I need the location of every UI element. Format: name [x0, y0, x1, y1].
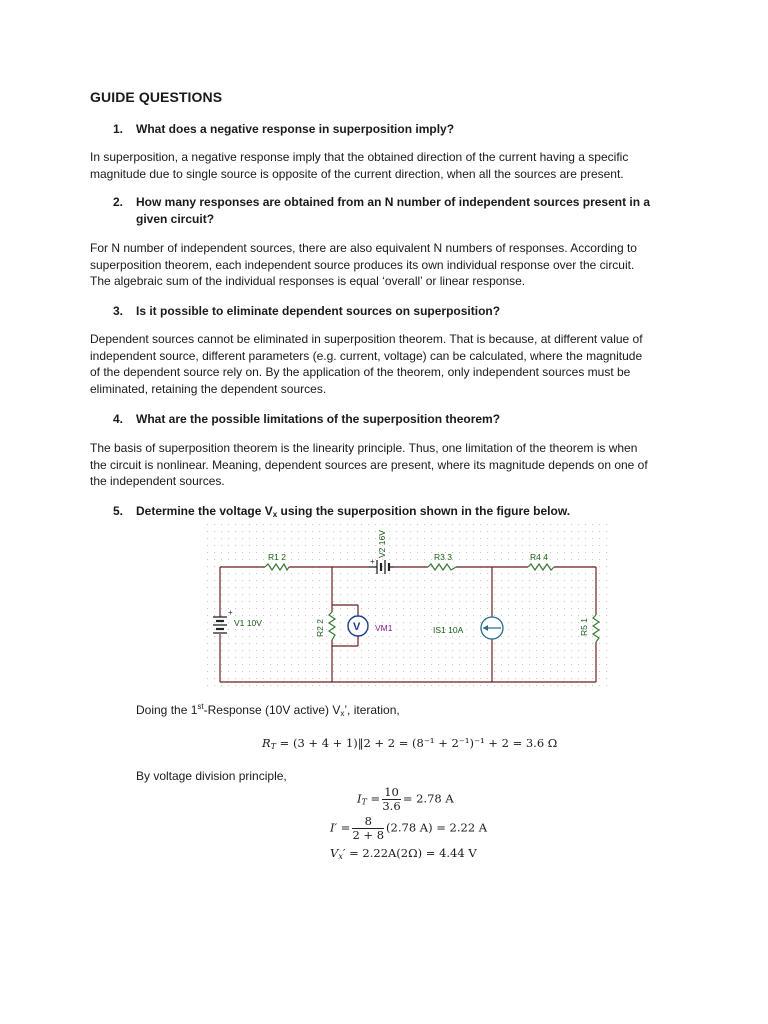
question-text-part: using the superposition shown in the figure below.: [277, 504, 571, 518]
denominator: 2 + 8: [352, 828, 385, 842]
math-expression: = 2.78 A: [402, 791, 454, 806]
subscript: x: [340, 709, 345, 718]
answer-3: [90, 331, 678, 397]
label-plus-v1: +: [228, 608, 233, 617]
grid-background: [205, 522, 611, 692]
label-v1: V1 10V: [234, 618, 262, 628]
math-symbol: I: [357, 791, 362, 806]
question-text: Is it possible to eliminate dependent sources on superposition?: [136, 304, 501, 318]
subscript: x: [272, 510, 278, 519]
equation-iprime: [330, 815, 487, 842]
first-response-text: [136, 702, 400, 718]
prime-mark: ′: [342, 846, 346, 860]
answer-line: For N number of independent sources, there are also equivalent N numbers of responses. According to: [90, 241, 637, 255]
fraction: [382, 786, 401, 813]
denominator: 3.6: [382, 799, 401, 813]
text-part: ’, iteration,: [344, 703, 400, 717]
voltage-division-text: By voltage division principle,: [136, 769, 287, 783]
question-text: [136, 503, 681, 523]
numerator: 10: [384, 785, 399, 799]
math-symbol: I′ =: [330, 820, 351, 835]
label-r3: R3 3: [434, 552, 452, 562]
circuit-diagram: [205, 522, 611, 692]
question-line: How many responses are obtained from an N number of independent sources present in a: [136, 195, 651, 209]
question-text-part: Determine the voltage V: [136, 504, 273, 518]
answer-line: the independent sources.: [90, 474, 225, 488]
math-operator: =: [370, 791, 381, 806]
answer-line: independent source, different parameters (e.g. current, voltage) can be calculated, where the magnitude: [90, 348, 643, 363]
question-number: 2.: [113, 195, 124, 209]
answer-line: the circuit is nonlinear. Meaning, dependent sources are present, where its magnitude depends on one of: [90, 457, 648, 472]
equation-vx: [330, 846, 477, 861]
math-symbol: R: [262, 736, 271, 750]
page-heading: GUIDE QUESTIONS: [90, 89, 223, 105]
label-is1: IS1 10A: [433, 625, 464, 635]
answer-line: of the dependent source rely on. By the application of the theorem, only independent sources must be: [90, 365, 631, 379]
subscript: T: [361, 797, 367, 807]
answer-1: [90, 149, 678, 182]
question-text: What does a negative response in superposition imply?: [136, 122, 455, 136]
label-v2: V2 16V: [377, 530, 387, 558]
question-number: 3.: [113, 304, 124, 318]
math-expression: (2.78 A) = 2.22 A: [386, 820, 488, 835]
fraction: [352, 815, 384, 842]
numerator: 8: [352, 815, 384, 829]
equation-it: [357, 786, 454, 813]
answer-line: The basis of superposition theorem is the linearity principle. Thus, one limitation of the theorem is when: [90, 441, 638, 455]
label-r2: R2 2: [315, 619, 325, 637]
question-number: 1.: [113, 122, 124, 136]
math-expression: = (3 + 4 + 1)‖2 + 2 = (8⁻¹ + 2⁻¹)⁻¹ + 2 = 3.6 Ω: [279, 736, 558, 750]
answer-line: eliminated, retaining the dependent sources.: [90, 381, 327, 396]
answer-line: The algebraic sum of the individual responses is equal ‘overall’ or linear response.: [90, 274, 526, 288]
subscript: x: [338, 852, 343, 861]
equation-rt: [262, 736, 557, 751]
superscript: st: [197, 702, 204, 711]
answer-line: In superposition, a negative response imply that the obtained direction of the current having a specific: [90, 150, 629, 164]
label-r1: R1 2: [268, 552, 286, 562]
current-source-icon: [481, 617, 503, 639]
answer-line: magnitude due to single source is opposite of the current direction, when all the sources are present.: [90, 166, 624, 181]
label-r5: R5 1: [579, 618, 589, 636]
math-expression: = 2.22A(2Ω) = 4.44 V: [349, 846, 477, 860]
answer-line: Dependent sources cannot be eliminated in superposition theorem. That is because, at different value of: [90, 332, 643, 346]
text-part: Doing the 1: [136, 703, 198, 717]
label-vm1: VM1: [375, 623, 393, 633]
math-symbol: V: [330, 846, 339, 860]
answer-line: superposition theorem, each independent source produces its own individual response over the circuit.: [90, 257, 635, 272]
label-r4: R4 4: [530, 552, 548, 562]
question-line: given circuit?: [136, 212, 215, 226]
question-number: 5.: [113, 504, 124, 518]
question-number: 4.: [113, 412, 124, 426]
answer-4: [90, 440, 678, 490]
subscript: T: [270, 742, 277, 751]
question-text: What are the possible limitations of the superposition theorem?: [136, 412, 501, 426]
answer-2: [90, 240, 678, 290]
question-text: [136, 194, 681, 228]
label-vm-symbol: V: [353, 621, 361, 633]
text-part: -Response (10V active) V: [203, 703, 341, 717]
label-plus-v2: +: [370, 557, 375, 566]
